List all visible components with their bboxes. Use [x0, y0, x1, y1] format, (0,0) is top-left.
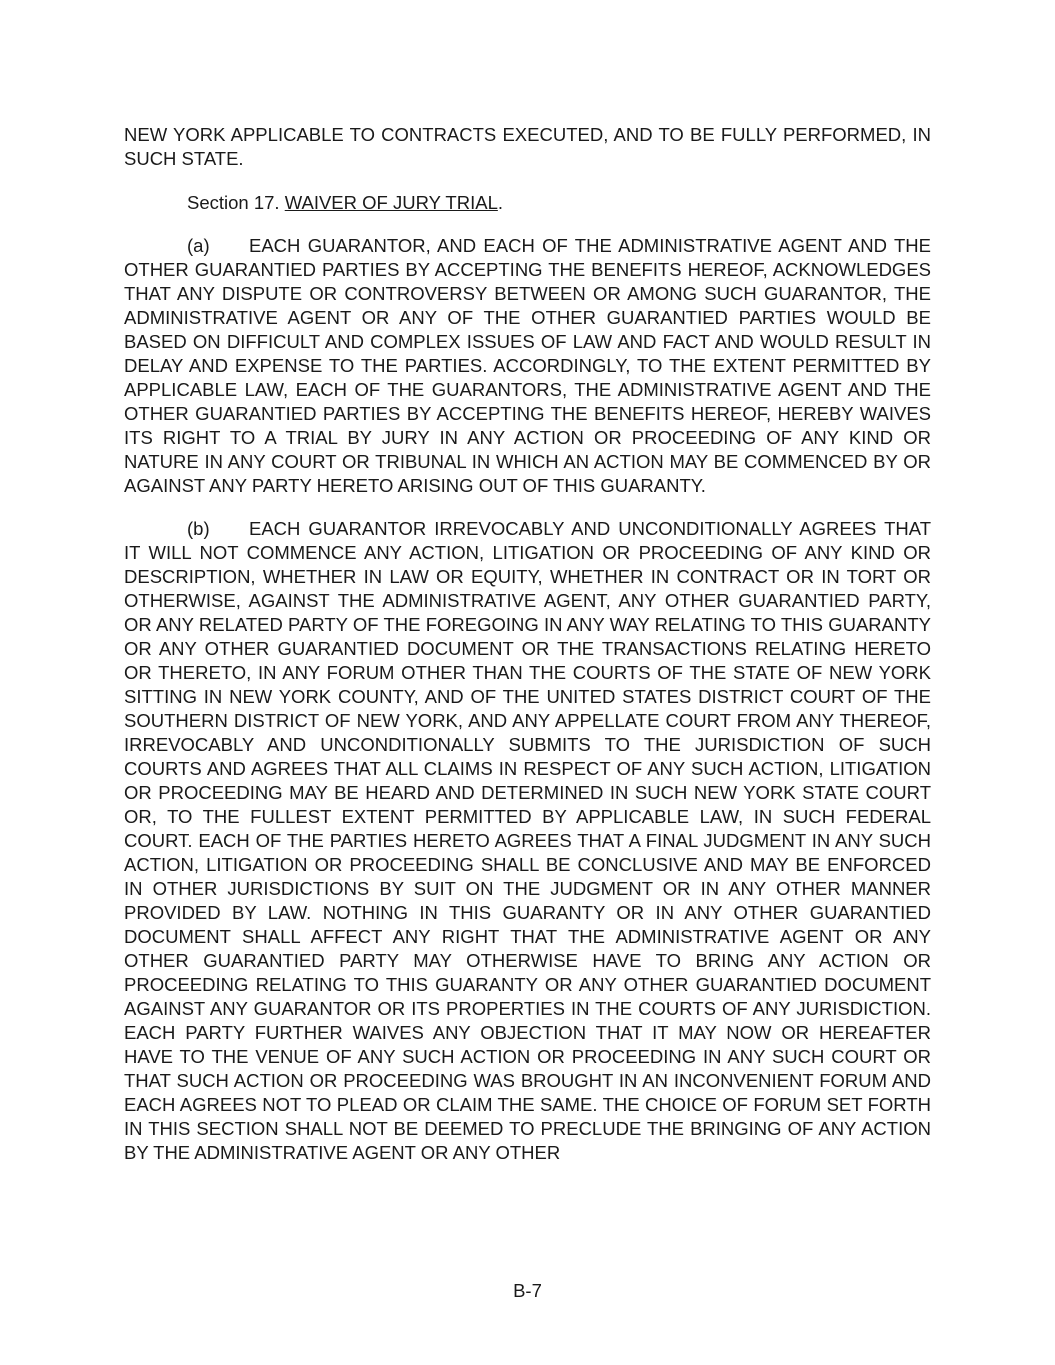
paragraph-b-text: EACH GUARANTOR IRREVOCABLY AND UNCONDITIONALLY AGREES THAT IT WILL NOT COMMENCE ANY ACTION, LITIGATION OR PROCEEDING OF ANY KIND OR DESCRIPTION, WHETHER IN LAW OR EQUITY, WHETHER IN CONTRACT OR IN TORT OR OTHERWISE, AGAINST THE ADMINISTRATIVE AGENT, ANY OTHER GUARANTIED PARTY, OR ANY RELATED PARTY OF THE FOREGOING IN ANY WAY RELATING TO THIS GUARANTY OR ANY OTHER GUARANTIED DOCUMENT OR THE TRANSACTIONS RELATING HERETO OR THERETO, IN ANY FORUM OTHER THAN THE COURTS OF THE STATE OF NEW YORK SITTING IN NEW YORK COUNTY, AND OF THE UNITED STATES DISTRICT COURT OF THE SOUTHERN DISTRICT OF NEW YORK, AND ANY APPELLATE COURT FROM ANY THEREOF, IRREVOCABLY AND UNCONDITIONALLY SUBMITS TO THE JURISDICTION OF SUCH COURTS AND AGREES THAT ALL CLAIMS IN RESPECT OF ANY SUCH ACTION, LITIGATION OR PROCEEDING MAY BE HEARD AND DETERMINED IN SUCH NEW YORK STATE COURT OR, TO THE FULLEST EXTENT PERMITTED BY APPLICABLE LAW, IN SUCH FEDERAL COURT. EACH OF THE PARTIES HERETO AGREES THAT A FINAL JUDGMENT IN ANY SUCH ACTION, LITIGATION OR PROCEEDING SHALL BE CONCLUSIVE AND MAY BE ENFORCED IN OTHER JURISDICTIONS BY SUIT ON THE JUDGMENT OR IN ANY OTHER MANNER PROVIDED BY LAW. NOTHING IN THIS GUARANTY OR IN ANY OTHER GUARANTIED DOCUMENT SHALL AFFECT ANY RIGHT THAT THE ADMINISTRATIVE AGENT OR ANY OTHER GUARANTIED PARTY MAY OTHERWISE HAVE TO BRING ANY ACTION OR PROCEEDING RELATING TO THIS GUARANTY OR ANY OTHER GUARANTIED DOCUMENT AGAINST ANY GUARANTOR OR ITS PROPERTIES IN THE COURTS OF ANY JURISDICTION. EACH PARTY FURTHER WAIVES ANY OBJECTION THAT IT MAY NOW OR HEREAFTER HAVE TO THE VENUE OF ANY SUCH ACTION OR PROCEEDING IN ANY SUCH COURT OR THAT SUCH ACTION OR PROCEEDING WAS BROUGHT IN AN INCONVENIENT FORUM AND EACH AGREES NOT TO PLEAD OR CLAIM THE SAME. THE CHOICE OF FORUM SET FORTH IN THIS SECTION SHALL NOT BE DEEMED TO PRECLUDE THE BRINGING OF ANY ACTION BY THE ADMINISTRATIVE AGENT OR ANY OTHER — [124, 518, 931, 1163]
paragraph-b — [124, 517, 931, 1165]
section-heading — [187, 191, 931, 215]
section-title: WAIVER OF JURY TRIAL — [284, 192, 498, 213]
page-number: B-7 — [513, 1280, 542, 1301]
paragraph-a-text: EACH GUARANTOR, AND EACH OF THE ADMINISTRATIVE AGENT AND THE OTHER GUARANTIED PARTIES BY ACCEPTING THE BENEFITS HEREOF, ACKNOWLEDGES THAT ANY DISPUTE OR CONTROVERSY BETWEEN OR AMONG SUCH GUARANTOR, THE ADMINISTRATIVE AGENT OR ANY OF THE OTHER GUARANTIED PARTIES WOULD BE BASED ON DIFFICULT AND COMPLEX ISSUES OF LAW AND FACT AND WOULD RESULT IN DELAY AND EXPENSE TO THE PARTIES. ACCORDINGLY, TO THE EXTENT PERMITTED BY APPLICABLE LAW, EACH OF THE GUARANTORS, THE ADMINISTRATIVE AGENT AND THE OTHER GUARANTIED PARTIES BY ACCEPTING THE BENEFITS HEREOF, HEREBY WAIVES ITS RIGHT TO A TRIAL BY JURY IN ANY ACTION OR PROCEEDING OF ANY KIND OR NATURE IN ANY COURT OR TRIBUNAL IN WHICH AN ACTION MAY BE COMMENCED BY OR AGAINST ANY PARTY HERETO ARISING OUT OF THIS GUARANTY. — [124, 235, 931, 496]
paragraph-b-label: (b) — [187, 518, 210, 539]
section-title-suffix: . — [497, 192, 503, 213]
document-page — [124, 123, 931, 1165]
paragraph-a-label: (a) — [187, 235, 210, 256]
intro-paragraph: NEW YORK APPLICABLE TO CONTRACTS EXECUTED, AND TO BE FULLY PERFORMED, IN SUCH STATE. — [124, 124, 931, 169]
paragraph-a — [124, 234, 931, 498]
section-label: Section 17. — [187, 192, 280, 213]
